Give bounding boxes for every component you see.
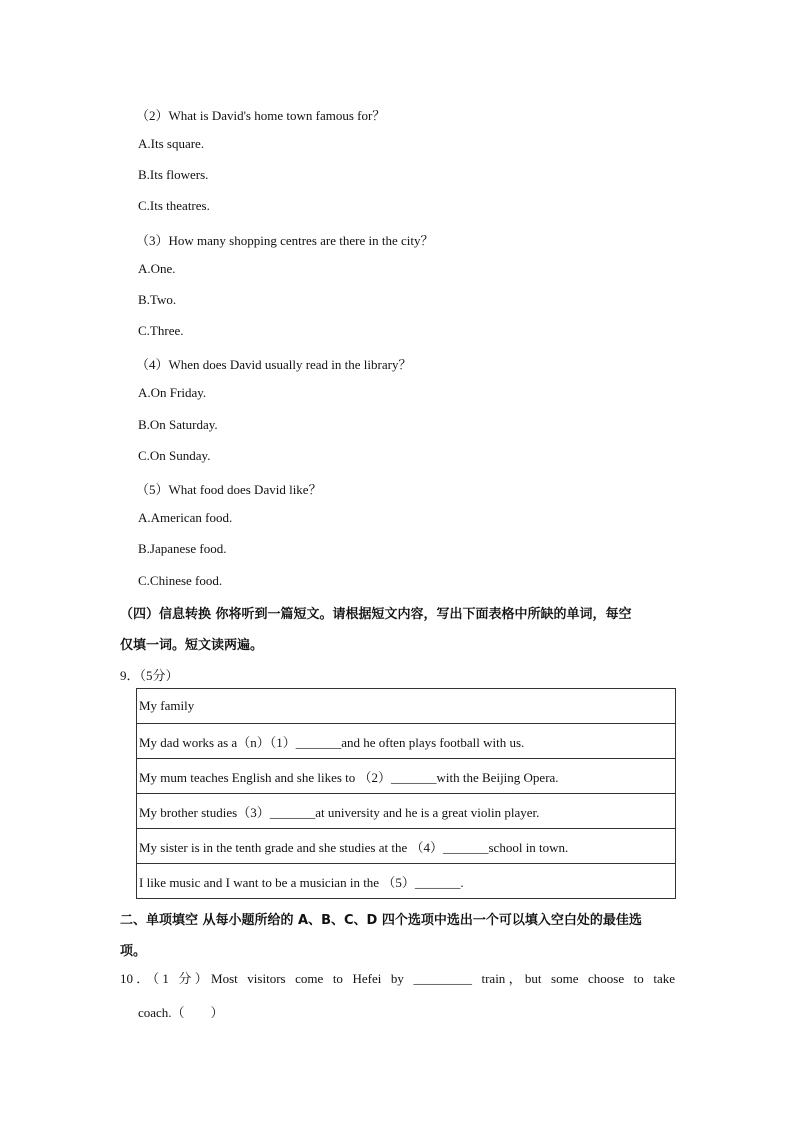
table-cell: My sister is in the tenth grade and she studies at the （4）_______school in town. [137,829,676,864]
question-5-stem: （5）What food does David like？ [136,482,322,497]
table-row [137,794,676,829]
question-2-option-b: B.Its flowers. [138,167,209,182]
question-4-stem: （4）When does David usually read in the library？ [136,357,412,372]
section-2-instruction-line2: 项。 [120,944,147,959]
section-2-instruction-line1: 二、单项填空 从每小题所给的 A、B、C、D 四个选项中选出一个可以填入空白处的最佳选 [120,913,642,928]
table-row [137,689,676,724]
question-2-option-a: A.Its square. [138,136,205,151]
table-cell: My dad works as a（n）（1）_______and he often plays football with us. [137,724,676,759]
table-row [137,724,676,759]
question-3-stem: （3）How many shopping centres are there in the city？ [136,233,434,248]
question-3-option-b: B.Two. [138,292,177,307]
question-4-option-c: C.On Sunday. [138,448,211,463]
question-3-option-c: C.Three. [138,323,184,338]
table-cell: My brother studies（3）_______at university and he is a great violin player. [137,794,676,829]
section-4-instruction-line2: 仅填一词。短文读两遍。 [120,638,264,653]
table-cell: My mum teaches English and she likes to （2）_______with the Beijing Opera. [137,759,676,794]
question-9-label: 9．（5分） [120,668,179,683]
table-cell: I like music and I want to be a musician in the （5）_______. [137,864,676,899]
question-4-option-b: B.On Saturday. [138,417,218,432]
question-10-stem-line1: 10．（1 分）Most visitors come to Hefei by _________ train，but some choose to take [120,971,675,986]
question-5-option-a: A.American food. [138,510,233,525]
question-3-option-a: A.One. [138,261,176,276]
table-row [137,829,676,864]
table-cell: My family [137,689,676,724]
family-info-table [136,688,676,899]
question-2-option-c: C.Its theatres. [138,198,210,213]
section-4-instruction-line1: （四）信息转换 你将听到一篇短文。请根据短文内容，写出下面表格中所缺的单词，每空 [120,607,632,622]
question-4-option-a: A.On Friday. [138,385,207,400]
table-row [137,864,676,899]
question-10-stem-line2: coach.（ ） [138,1005,224,1020]
question-2-stem: （2）What is David's home town famous for？ [136,108,386,123]
table-row [137,759,676,794]
question-5-option-c: C.Chinese food. [138,573,223,588]
question-5-option-b: B.Japanese food. [138,541,227,556]
